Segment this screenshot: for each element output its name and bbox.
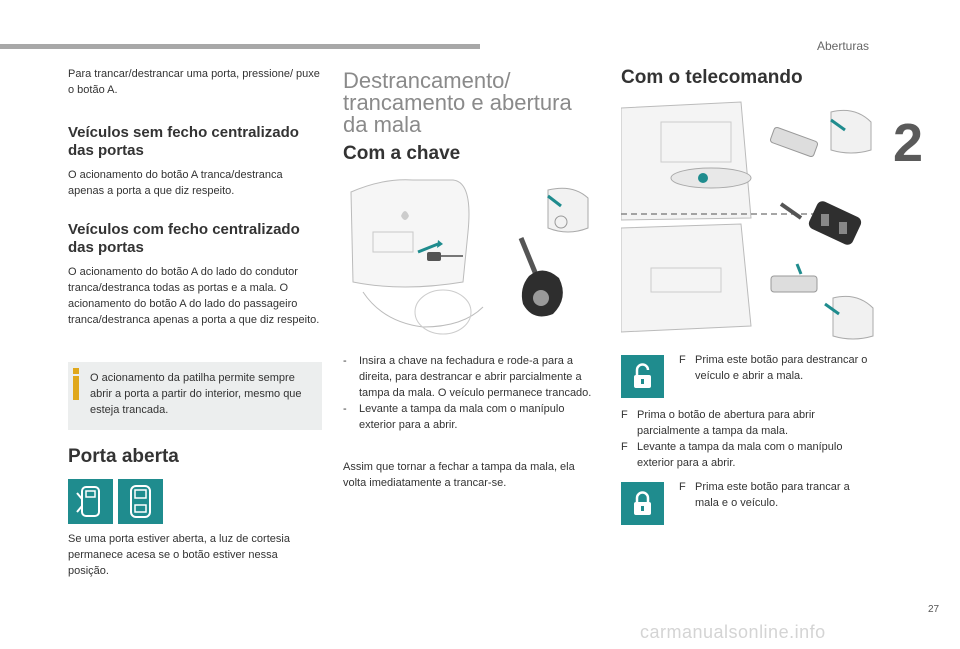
- key-steps-list: [343, 353, 599, 433]
- chapter-title: Aberturas: [817, 39, 870, 53]
- step-lock: [679, 479, 869, 511]
- list-item: [621, 407, 877, 439]
- section-open-door-text: Se uma porta estiver aberta, a luz de cortesia permanece acesa se o botão estiver nessa posição.: [68, 533, 290, 577]
- list-item: [621, 439, 877, 471]
- step-text: Prima este botão para trancar a mala e o veículo.: [695, 481, 850, 509]
- step-marker: F: [679, 481, 686, 493]
- step-marker: F: [679, 354, 686, 366]
- title-line: trancamento e abertura: [343, 90, 572, 115]
- step-text: Levante a tampa da mala com o manípulo exterior para a abrir.: [637, 441, 843, 469]
- list-item: [679, 352, 879, 384]
- section-no-central-lock-text: O acionamento do botão A tranca/destranca apenas a porta a que diz respeito.: [68, 169, 283, 197]
- header-rule: [0, 44, 480, 49]
- intro-text: Para trancar/destrancar uma porta, pressione/ puxe o botão A.: [68, 68, 320, 96]
- steps-trunk-open: [621, 407, 877, 471]
- key-trunk-illustration: [343, 172, 599, 344]
- list-marker: -: [343, 355, 347, 367]
- lock-button-icon: [621, 482, 664, 525]
- step-unlock: [679, 352, 879, 384]
- heading-line: das portas: [68, 142, 144, 159]
- section-open-door-heading: Porta aberta: [68, 446, 179, 467]
- closing-text: Assim que tornar a fechar a tampa da mala, ela volta imediatamente a trancar-se.: [343, 461, 575, 489]
- heading-line: das portas: [68, 239, 144, 256]
- unlock-button-icon: [621, 355, 664, 398]
- trunk-section-title: [343, 70, 603, 136]
- section-central-lock-heading: [68, 221, 328, 257]
- info-text: O acionamento da patilha permite sempre abrir a porta a partir do interior, mesmo que esteja trancada.: [90, 372, 302, 416]
- list-marker: -: [343, 403, 347, 415]
- section-no-central-lock-heading: [68, 124, 328, 160]
- heading-line: Veículos com fecho centralizado: [68, 221, 300, 238]
- info-icon: [73, 368, 79, 400]
- chapter-number: 2: [893, 113, 924, 173]
- door-closed-icon: [118, 479, 163, 524]
- page-number: 27: [928, 604, 940, 615]
- list-item: [679, 479, 869, 511]
- remote-trunk-illustration: [621, 98, 874, 342]
- list-item: [343, 353, 599, 401]
- step-marker: F: [621, 441, 628, 453]
- step-marker: F: [621, 409, 628, 421]
- info-box: [68, 362, 322, 430]
- step-text: Prima este botão para destrancar o veículo e abrir a mala.: [695, 354, 868, 382]
- step-text: Prima o botão de abertura para abrir parcialmente a tampa da mala.: [637, 409, 815, 437]
- door-open-icon: [68, 479, 113, 524]
- watermark: carmanualsonline.info: [640, 622, 826, 642]
- heading-line: Veículos sem fecho centralizado: [68, 124, 299, 141]
- list-text: Insira a chave na fechadura e rode-a para a direita, para destrancar e abrir parcialmente a tampa da mala. O veículo permanece trancado.: [359, 355, 592, 399]
- list-item: [343, 401, 599, 433]
- list-text: Levante a tampa da mala com o manípulo exterior para a abrir.: [359, 403, 565, 431]
- remote-heading: Com o telecomando: [621, 67, 803, 88]
- title-line: Destrancamento/: [343, 68, 511, 93]
- title-line: da mala: [343, 112, 422, 137]
- section-central-lock-text: O acionamento do botão A do lado do condutor tranca/destranca todas as portas e a mala. O acionamento do botão A do lado do passageiro tranca/destranca apenas a porta a que diz respeito.: [68, 266, 320, 326]
- with-key-heading: Com a chave: [343, 143, 461, 164]
